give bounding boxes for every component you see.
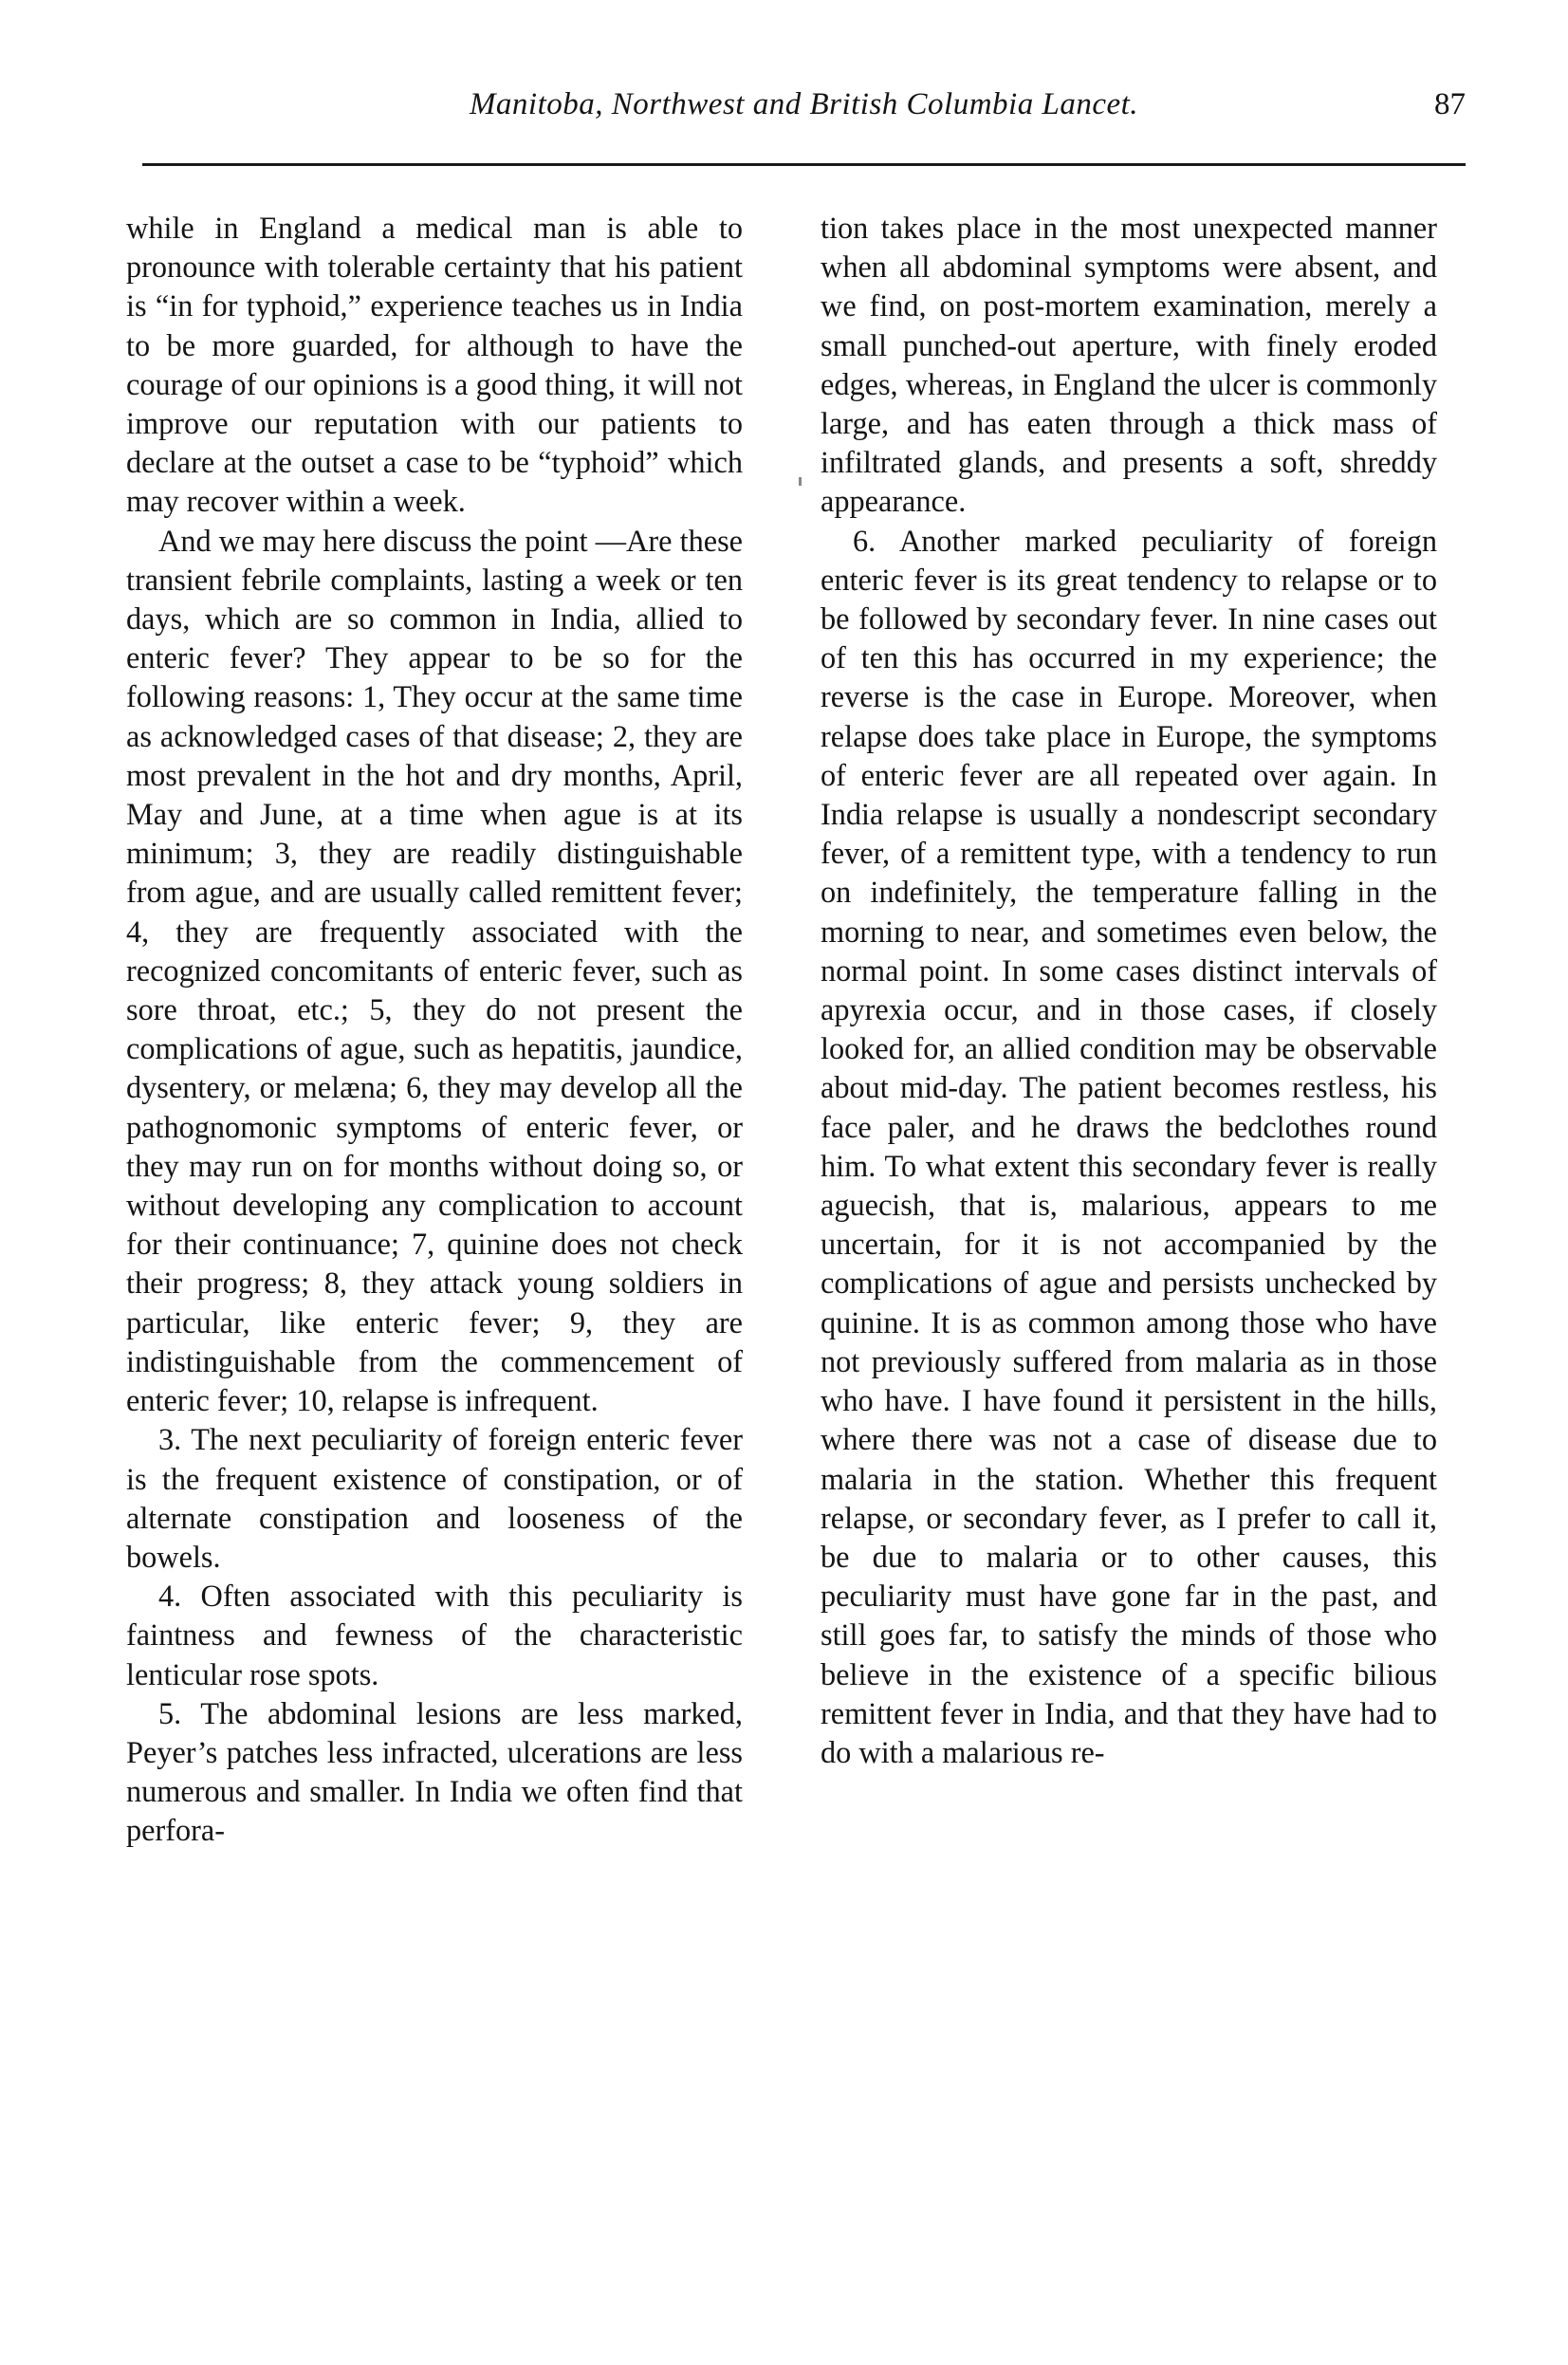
left-column — [126, 209, 743, 1851]
paragraph: 3. The next peculiarity of foreign enteric fever is the frequent existence of constipation, or of alternate constipation and looseness of the bowels. — [126, 1422, 743, 1574]
header-rule — [142, 163, 1466, 166]
running-head — [142, 87, 1466, 135]
paragraph: And we may here discuss the point —Are these transient febrile complaints, lasting a week or ten days, which are so common in India, allied to enteric fever? They appear to be so for the following reasons: 1, They occur at the same time as acknowledged cases of that disease; 2, they are most prevalent in the hot and dry months, April, May and June, at a time when ague is at its minimum; 3, they are readily distinguishable from ague, and are usually called remittent fever; 4, they are frequently associated with the recognized concomitants of enteric fever, such as sore throat, etc.; 5, they do not present the complications of ague, such as hepatitis, jaundice, dysentery, or melæna; 6, they may develop all the pathognomonic symptoms of enteric fever, or they may run on for months without doing so, or without developing any complication to account for their continuance; 7, quinine does not check their progress; 8, they attack young soldiers in particular, like enteric fever; 9, they are indistinguishable from the commencement of enteric fever; 10, relapse is infrequent. — [126, 523, 743, 1418]
paragraph: 6. Another marked peculiarity of foreign enteric fever is its great tendency to relapse or to be followed by secondary fever. In nine cases out of ten this has occurred in my experience; the reverse is the case in Europe. Moreover, when relapse does take place in Europe, the symptoms of enteric fever are all repeated over again. In India relapse is usually a nondescript secondary fever, of a remittent type, with a tendency to run on indefinitely, the temperature falling in the morning to near, and sometimes even below, the normal point. In some cases distinct intervals of apyrexia occur, and in those cases, if closely looked for, an allied condition may be observable about mid-day. The patient becomes restless, his face paler, and he draws the bedclothes round him. To what extent this secondary fever is really aguecish, that is, malarious, appears to me uncertain, for it is not accompanied by the complications of ague and persists unchecked by quinine. It is as common among those who have not previously suffered from malaria as in those who have. I have found it persistent in the hills, where there was not a case of disease due to malaria in the station. Whether this frequent relapse, or secondary fever, as I prefer to call it, be due to malaria or to other causes, this peculiarity must have gone far in the past, and still goes far, to satisfy the minds of those who believe in the existence of a specific bilious remittent fever in India, and that they have had to do with a malarious re- — [821, 523, 1437, 1769]
paragraph: tion takes place in the most unexpected manner when all abdominal symptoms were absent, and we find, on post-mortem examination, merely a small punched-out aperture, with finely eroded edges, whereas, in England the ulcer is commonly large, and has eaten through a thick mass of infiltrated glands, and presents a soft, shreddy appearance. — [821, 211, 1437, 519]
paragraph: while in England a medical man is able to pronounce with tolerable certainty that his patient is “in for typhoid,” experience teaches us in India to be more guarded, for although to have the courage of our opinions is a good thing, it will not improve our reputation with our patients to declare at the outset a case to be “typhoid” which may recover within a week. — [126, 211, 743, 519]
right-column — [821, 209, 1437, 1772]
page-number: 87 — [1434, 87, 1466, 121]
running-title: Manitoba, Northwest and British Columbia Lancet. — [469, 87, 1139, 121]
gutter-speck — [799, 477, 802, 486]
paragraph: 4. Often associated with this peculiarity is faintness and fewness of the characteristic lenticular rose spots. — [126, 1579, 743, 1691]
paragraph: 5. The abdominal lesions are less marked, Peyer’s patches less infracted, ulcerations are less numerous and smaller. In India we often find that perfora- — [126, 1695, 743, 1848]
